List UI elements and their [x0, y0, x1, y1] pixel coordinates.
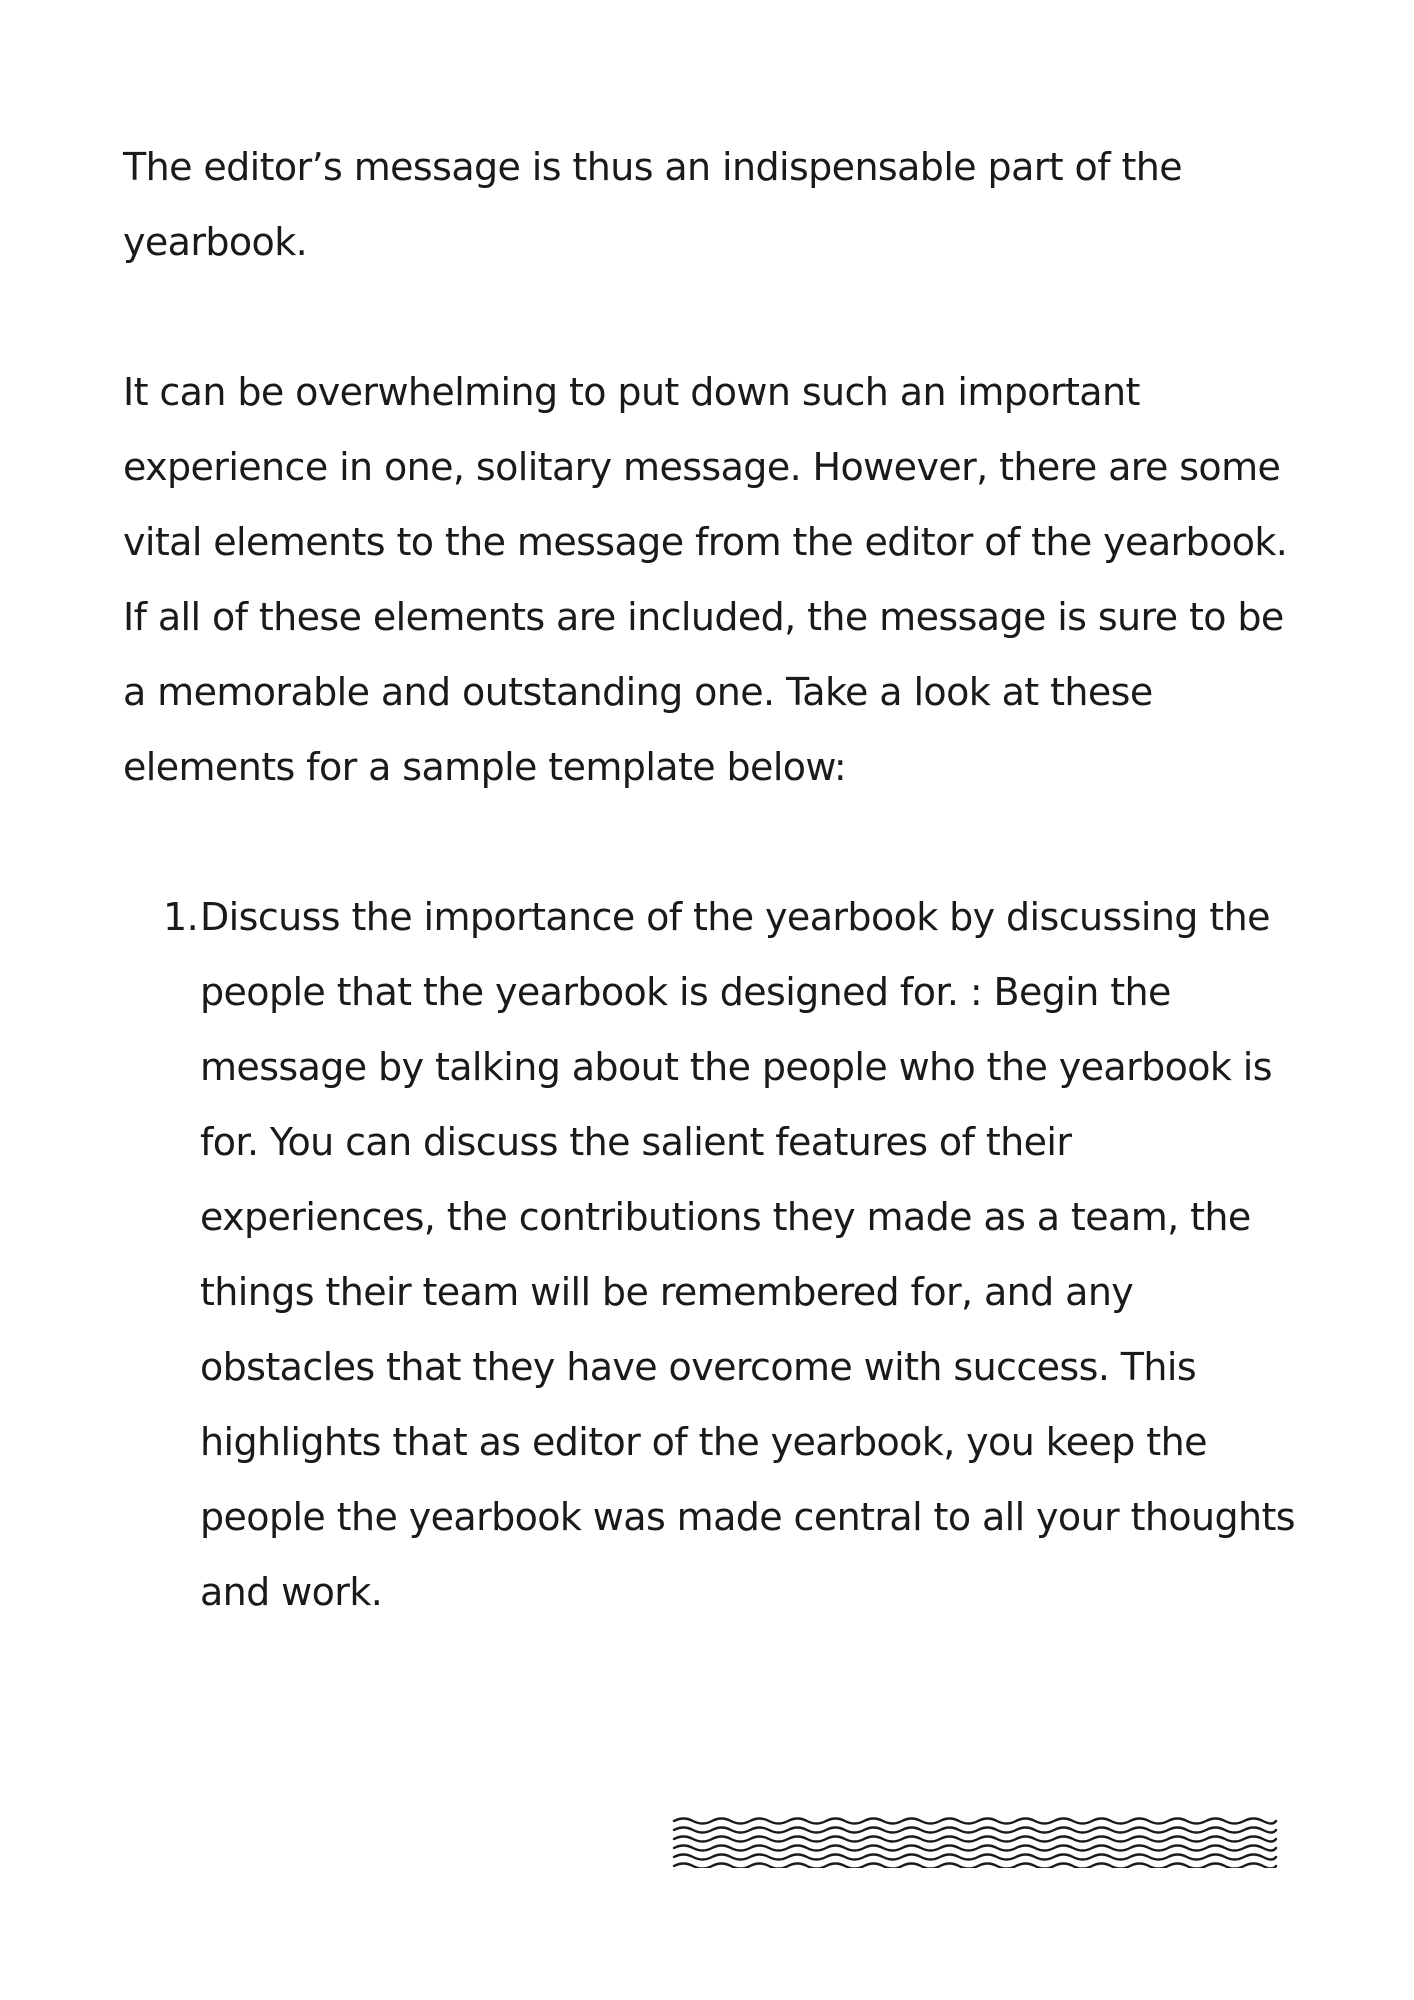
- wave-line: [674, 1855, 1276, 1860]
- paragraph-elements: It can be overwhelming to put down such an important experience in one, solitary message. However, there are some vital elements to the message from the editor of the yearbook. If all of these elements are included, the message is sure to be a memorable and outstanding one. Take a look at these elements for a sample template below:: [123, 370, 1288, 789]
- wave-line: [674, 1828, 1276, 1833]
- list-item-number: 1.: [163, 895, 199, 939]
- elements-list: [123, 880, 1303, 1630]
- wave-line: [674, 1819, 1276, 1824]
- list-item-text: Discuss the importance of the yearbook by discussing the people that the yearbook is designed for. : Begin the message by talking about the people who the yearbook is for. You can discuss the salient features of their experiences, the contributions they made as a team, the things their team will be remembered for, and any obstacles that they have overcome with success. This highlights that as editor of the yearbook, you keep the people the yearbook was made central to all your thoughts and work.: [200, 895, 1295, 1614]
- list-item: [123, 880, 1303, 1630]
- wave-line: [674, 1846, 1276, 1851]
- paragraph-intro: The editor’s message is thus an indispensable part of the yearbook.: [123, 145, 1183, 264]
- wave-line: [674, 1837, 1276, 1842]
- wave-pattern-icon: [672, 1812, 1278, 1868]
- wave-line: [674, 1864, 1276, 1869]
- document-body: [123, 130, 1303, 1630]
